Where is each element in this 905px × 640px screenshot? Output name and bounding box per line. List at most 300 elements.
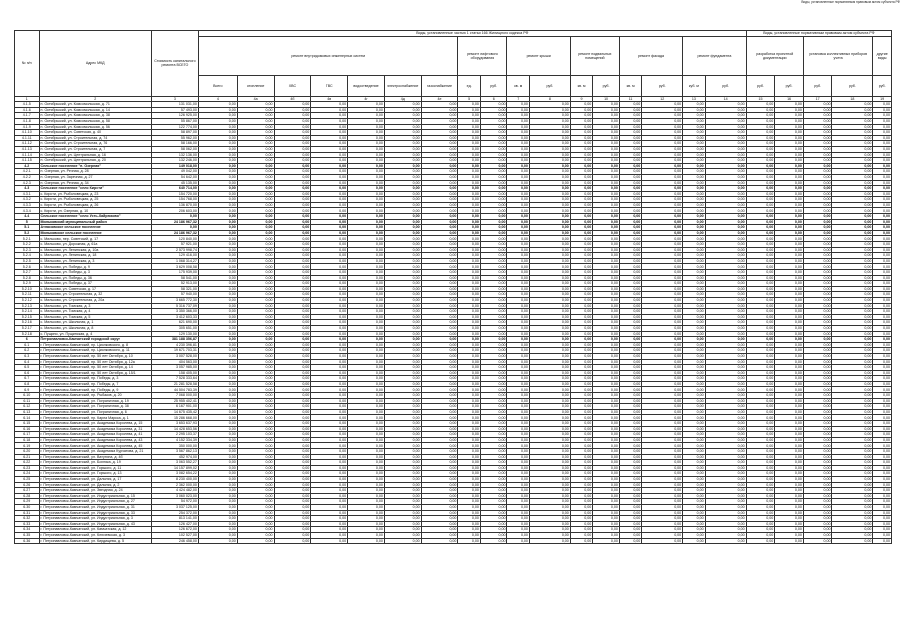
- row-value: 0,00: [683, 191, 705, 197]
- row-value: 0,00: [458, 152, 480, 158]
- row-value: 0,00: [507, 186, 529, 192]
- row-value: 0,00: [274, 258, 311, 264]
- row-value: 0,00: [873, 348, 892, 354]
- row-value: 0,00: [619, 449, 641, 455]
- row-value: 0,00: [237, 141, 274, 147]
- row-value: 0,00: [873, 281, 892, 287]
- row-value: 0,00: [705, 370, 746, 376]
- row-value: 0,00: [348, 432, 385, 438]
- row-value: 0,00: [507, 538, 529, 544]
- row-value: 0,00: [803, 236, 832, 242]
- row-value: 0,00: [593, 253, 620, 259]
- row-value: 0,00: [873, 230, 892, 236]
- row-value: 0,00: [619, 297, 641, 303]
- row-number: 6.11: [15, 398, 40, 404]
- row-value: 0,00: [507, 281, 529, 287]
- row-value: 0,00: [237, 381, 274, 387]
- row-value: 0,00: [458, 499, 480, 505]
- row-value: 0,00: [642, 186, 683, 192]
- row-value: 0,00: [775, 236, 804, 242]
- row-value: 0,00: [529, 398, 570, 404]
- row-value: 0,00: [384, 532, 421, 538]
- row-cost: 381 188 356,87: [151, 337, 198, 343]
- row-value: 0,00: [619, 303, 641, 309]
- row-value: 0,00: [593, 337, 620, 343]
- row-value: 0,00: [746, 236, 775, 242]
- row-value: 0,00: [775, 286, 804, 292]
- row-value: 0,00: [775, 359, 804, 365]
- row-value: 0,00: [832, 286, 873, 292]
- row-value: 0,00: [384, 141, 421, 147]
- row-value: 0,00: [705, 146, 746, 152]
- row-value: 0,00: [480, 404, 507, 410]
- row-value: 0,00: [529, 275, 570, 281]
- row-value: 0,00: [775, 146, 804, 152]
- row-value: 0,00: [311, 270, 348, 276]
- row-value: 0,00: [570, 342, 592, 348]
- row-value: 0,00: [421, 365, 458, 371]
- row-value: 0,00: [237, 124, 274, 130]
- row-value: 0,00: [198, 141, 237, 147]
- row-value: 0,00: [458, 102, 480, 108]
- row-value: 0,00: [529, 152, 570, 158]
- group-article-166: Виды, установленные частью 1 статьи 166 Жилищного кодекса РФ: [198, 31, 746, 37]
- row-value: 0,00: [480, 465, 507, 471]
- row-value: 0,00: [311, 454, 348, 460]
- row-value: 0,00: [593, 532, 620, 538]
- row-cost: 120 840,00: [151, 236, 198, 242]
- row-value: 0,00: [746, 476, 775, 482]
- row-number: 6.14: [15, 415, 40, 421]
- row-value: 0,00: [507, 471, 529, 477]
- row-value: 0,00: [832, 348, 873, 354]
- row-value: 0,00: [480, 471, 507, 477]
- row-value: 0,00: [746, 219, 775, 225]
- row-value: 0,00: [421, 264, 458, 270]
- row-value: 0,00: [311, 141, 348, 147]
- row-value: 0,00: [348, 146, 385, 152]
- row-value: 0,00: [642, 504, 683, 510]
- row-value: 0,00: [237, 404, 274, 410]
- row-cost: 254 372,00: [151, 510, 198, 516]
- row-number: 4.3.3: [15, 202, 40, 208]
- row-value: 0,00: [421, 191, 458, 197]
- row-value: 0,00: [421, 370, 458, 376]
- row-value: 0,00: [458, 292, 480, 298]
- row-value: 0,00: [529, 174, 570, 180]
- row-value: 0,00: [348, 253, 385, 259]
- row-value: 0,00: [746, 208, 775, 214]
- row-value: 0,00: [832, 370, 873, 376]
- row-value: 0,00: [873, 353, 892, 359]
- row-value: 0,00: [873, 163, 892, 169]
- row-value: 0,00: [746, 230, 775, 236]
- row-value: 0,00: [705, 393, 746, 399]
- row-cost: 3 060 023,00: [151, 493, 198, 499]
- row-value: 0,00: [198, 292, 237, 298]
- row-value: 0,00: [570, 437, 592, 443]
- row-value: 0,00: [803, 471, 832, 477]
- row-value: 0,00: [593, 130, 620, 136]
- row-value: 0,00: [237, 286, 274, 292]
- row-value: 0,00: [873, 242, 892, 248]
- row-value: 0,00: [746, 398, 775, 404]
- row-value: 0,00: [480, 426, 507, 432]
- row-value: 0,00: [775, 393, 804, 399]
- row-value: 0,00: [683, 359, 705, 365]
- row-value: 0,00: [237, 247, 274, 253]
- row-value: 0,00: [803, 421, 832, 427]
- row-value: 0,00: [507, 488, 529, 494]
- row-value: 0,00: [421, 320, 458, 326]
- row-value: 0,00: [593, 197, 620, 203]
- row-value: 0,00: [746, 426, 775, 432]
- row-value: 0,00: [384, 510, 421, 516]
- row-value: 0,00: [274, 124, 311, 130]
- row-value: 0,00: [384, 253, 421, 259]
- row-value: 0,00: [237, 264, 274, 270]
- row-value: 0,00: [274, 348, 311, 354]
- row-address: г. Петропавловск-Камчатский, ул. Пограничная, д. 19: [39, 398, 151, 404]
- row-value: 0,00: [507, 275, 529, 281]
- row-value: 0,00: [803, 158, 832, 164]
- row-value: 0,00: [237, 538, 274, 544]
- row-value: 0,00: [458, 286, 480, 292]
- row-value: 0,00: [529, 504, 570, 510]
- row-value: 0,00: [642, 493, 683, 499]
- row-value: 0,00: [570, 353, 592, 359]
- row-value: 0,00: [593, 286, 620, 292]
- row-value: 0,00: [237, 219, 274, 225]
- row-value: 0,00: [832, 532, 873, 538]
- row-value: 0,00: [683, 163, 705, 169]
- row-value: 0,00: [832, 281, 873, 287]
- row-value: 0,00: [529, 393, 570, 399]
- row-value: 0,00: [642, 376, 683, 382]
- row-value: 0,00: [529, 113, 570, 119]
- row-value: 0,00: [832, 527, 873, 533]
- row-value: 0,00: [705, 236, 746, 242]
- row-value: 0,00: [480, 124, 507, 130]
- row-value: 0,00: [458, 118, 480, 124]
- row-value: 0,00: [832, 197, 873, 203]
- row-value: 0,00: [832, 476, 873, 482]
- row-value: 0,00: [803, 443, 832, 449]
- unit-cell: руб.: [480, 75, 507, 96]
- row-value: 0,00: [311, 331, 348, 337]
- row-value: 0,00: [746, 454, 775, 460]
- row-value: 0,00: [873, 393, 892, 399]
- row-value: 0,00: [274, 381, 311, 387]
- row-value: 0,00: [570, 493, 592, 499]
- row-value: 0,00: [619, 113, 641, 119]
- row-value: 0,00: [421, 538, 458, 544]
- row-value: 0,00: [480, 202, 507, 208]
- row-value: 0,00: [348, 337, 385, 343]
- row-value: 0,00: [529, 359, 570, 365]
- row-value: 0,00: [311, 258, 348, 264]
- row-number: 4.1.8: [15, 118, 40, 124]
- row-value: 0,00: [593, 510, 620, 516]
- row-value: 0,00: [348, 342, 385, 348]
- row-value: 0,00: [683, 270, 705, 276]
- row-value: 0,00: [803, 113, 832, 119]
- row-value: 0,00: [274, 253, 311, 259]
- column-number: 9: [570, 96, 592, 102]
- row-value: 0,00: [873, 376, 892, 382]
- row-value: 0,00: [705, 381, 746, 387]
- row-value: 0,00: [683, 409, 705, 415]
- row-value: 0,00: [570, 135, 592, 141]
- row-cost: 15 286 668,00: [151, 415, 198, 421]
- row-value: 0,00: [642, 460, 683, 466]
- row-value: 0,00: [832, 163, 873, 169]
- row-value: 0,00: [746, 415, 775, 421]
- row-value: 0,00: [832, 460, 873, 466]
- row-value: 0,00: [683, 437, 705, 443]
- row-value: 0,00: [274, 242, 311, 248]
- row-value: 0,00: [683, 124, 705, 130]
- row-value: 0,00: [348, 214, 385, 220]
- row-value: 0,00: [507, 146, 529, 152]
- row-value: 0,00: [570, 426, 592, 432]
- row-value: 0,00: [803, 381, 832, 387]
- row-number: 6.33: [15, 521, 40, 527]
- row-value: 0,00: [348, 180, 385, 186]
- row-address: г. Петропавловск-Камчатский, пр. Победы, д. 7: [39, 381, 151, 387]
- row-value: 0,00: [746, 381, 775, 387]
- row-value: 0,00: [683, 499, 705, 505]
- row-value: 0,00: [507, 381, 529, 387]
- row-value: 0,00: [384, 230, 421, 236]
- row-value: 0,00: [480, 303, 507, 309]
- row-value: 0,00: [803, 488, 832, 494]
- row-value: 0,00: [237, 370, 274, 376]
- row-value: 0,00: [642, 225, 683, 231]
- row-value: 0,00: [642, 398, 683, 404]
- row-value: 0,00: [642, 309, 683, 315]
- row-value: 0,00: [642, 219, 683, 225]
- col-group-engineering: ремонт внутридомовых инженерных систем: [198, 36, 458, 75]
- row-value: 0,00: [746, 325, 775, 331]
- col-heat: отопление: [237, 75, 274, 96]
- row-value: 0,00: [746, 504, 775, 510]
- row-value: 0,00: [480, 297, 507, 303]
- row-value: 0,00: [311, 253, 348, 259]
- row-value: 0,00: [529, 404, 570, 410]
- row-value: 0,00: [311, 415, 348, 421]
- row-value: 0,00: [384, 320, 421, 326]
- row-value: 0,00: [775, 499, 804, 505]
- row-value: 0,00: [458, 180, 480, 186]
- row-cost: 3 567 862,13: [151, 449, 198, 455]
- row-value: 0,00: [832, 292, 873, 298]
- row-value: 0,00: [421, 146, 458, 152]
- row-value: 0,00: [570, 118, 592, 124]
- row-address: г. Петропавловск-Камчатский, ул. Камчатская, д. 12: [39, 527, 151, 533]
- row-value: 0,00: [311, 242, 348, 248]
- row-value: 0,00: [348, 532, 385, 538]
- row-value: 0,00: [775, 314, 804, 320]
- row-value: 0,00: [746, 247, 775, 253]
- row-value: 0,00: [873, 409, 892, 415]
- row-value: 0,00: [198, 225, 237, 231]
- row-value: 0,00: [642, 521, 683, 527]
- row-value: 0,00: [832, 421, 873, 427]
- row-value: 0,00: [274, 387, 311, 393]
- row-cost: 3 063 552,27: [151, 460, 198, 466]
- row-value: 0,00: [593, 493, 620, 499]
- row-value: 0,00: [480, 393, 507, 399]
- row-value: 0,00: [480, 107, 507, 113]
- row-value: 0,00: [642, 180, 683, 186]
- row-value: 0,00: [642, 118, 683, 124]
- row-value: 0,00: [873, 426, 892, 432]
- row-value: 0,00: [529, 365, 570, 371]
- row-value: 0,00: [274, 118, 311, 124]
- row-value: 0,00: [803, 197, 832, 203]
- row-value: 0,00: [593, 146, 620, 152]
- row-value: 0,00: [803, 124, 832, 130]
- row-value: 0,00: [421, 297, 458, 303]
- row-value: 0,00: [274, 415, 311, 421]
- row-value: 0,00: [458, 219, 480, 225]
- row-number: 6.23: [15, 465, 40, 471]
- row-value: 0,00: [384, 225, 421, 231]
- row-value: 0,00: [775, 124, 804, 130]
- row-value: 0,00: [832, 258, 873, 264]
- row-value: 0,00: [458, 510, 480, 516]
- row-value: 0,00: [421, 174, 458, 180]
- row-value: 0,00: [458, 460, 480, 466]
- row-value: 0,00: [746, 421, 775, 427]
- row-value: 0,00: [803, 437, 832, 443]
- row-value: 0,00: [705, 404, 746, 410]
- row-value: 0,00: [832, 118, 873, 124]
- row-value: 0,00: [619, 488, 641, 494]
- row-value: 0,00: [311, 443, 348, 449]
- row-value: 0,00: [384, 471, 421, 477]
- row-value: 0,00: [480, 504, 507, 510]
- row-value: 0,00: [683, 521, 705, 527]
- row-value: 0,00: [480, 387, 507, 393]
- row-number: 4.1.14: [15, 152, 40, 158]
- row-value: 0,00: [803, 342, 832, 348]
- row-number: 6.16: [15, 426, 40, 432]
- row-value: 0,00: [274, 174, 311, 180]
- row-value: 0,00: [458, 303, 480, 309]
- row-value: 0,00: [274, 499, 311, 505]
- row-cost: 52 913,00: [151, 281, 198, 287]
- row-value: 0,00: [873, 124, 892, 130]
- row-address: п. Октябрьский, ул. Центральная, д. 20: [39, 158, 151, 164]
- row-value: 0,00: [775, 415, 804, 421]
- row-value: 0,00: [529, 465, 570, 471]
- row-value: 0,00: [873, 359, 892, 365]
- row-cost: 3 057 985,00: [151, 365, 198, 371]
- row-value: 0,00: [803, 454, 832, 460]
- row-value: 0,00: [529, 270, 570, 276]
- row-value: 0,00: [642, 337, 683, 343]
- row-value: 0,00: [198, 214, 237, 220]
- row-value: 0,00: [775, 141, 804, 147]
- row-value: 0,00: [746, 270, 775, 276]
- row-value: 0,00: [507, 314, 529, 320]
- row-value: 0,00: [384, 381, 421, 387]
- row-value: 0,00: [480, 141, 507, 147]
- row-value: 0,00: [642, 409, 683, 415]
- row-value: 0,00: [507, 476, 529, 482]
- row-value: 0,00: [480, 197, 507, 203]
- row-cost: 55 867,00: [151, 118, 198, 124]
- row-value: 0,00: [458, 135, 480, 141]
- row-value: 0,00: [873, 214, 892, 220]
- row-address: с. Мильково, ул. Ленинская, д. 18: [39, 253, 151, 259]
- row-value: 0,00: [775, 387, 804, 393]
- row-value: 0,00: [642, 169, 683, 175]
- row-value: 0,00: [311, 297, 348, 303]
- row-value: 0,00: [421, 510, 458, 516]
- row-cost: 58 541,00: [151, 275, 198, 281]
- row-number: 4.1.11: [15, 135, 40, 141]
- row-address: г. Петропавловск-Камчатский, ул. Академика Королева, д. 41: [39, 432, 151, 438]
- row-value: 0,00: [746, 107, 775, 113]
- row-value: 0,00: [775, 538, 804, 544]
- row-value: 0,00: [237, 499, 274, 505]
- row-value: 0,00: [384, 118, 421, 124]
- row-value: 0,00: [746, 443, 775, 449]
- row-value: 0,00: [348, 471, 385, 477]
- row-value: 0,00: [803, 404, 832, 410]
- row-value: 0,00: [683, 426, 705, 432]
- row-value: 0,00: [570, 370, 592, 376]
- row-number: 6.6: [15, 370, 40, 376]
- row-value: 0,00: [529, 482, 570, 488]
- row-value: 0,00: [775, 404, 804, 410]
- row-value: 0,00: [683, 488, 705, 494]
- row-cost: 5 316 737,09: [151, 303, 198, 309]
- row-value: 0,00: [274, 337, 311, 343]
- row-value: 0,00: [198, 107, 237, 113]
- row-value: 0,00: [480, 118, 507, 124]
- row-value: 0,00: [832, 454, 873, 460]
- row-value: 0,00: [348, 516, 385, 522]
- row-value: 0,00: [832, 270, 873, 276]
- row-value: 0,00: [421, 454, 458, 460]
- row-value: 0,00: [832, 381, 873, 387]
- row-value: 0,00: [311, 236, 348, 242]
- row-address: Мильковское сельское поселение: [39, 230, 151, 236]
- row-value: 0,00: [593, 236, 620, 242]
- row-value: 0,00: [274, 325, 311, 331]
- row-value: 0,00: [642, 191, 683, 197]
- row-value: 0,00: [705, 264, 746, 270]
- row-value: 0,00: [619, 180, 641, 186]
- row-value: 0,00: [421, 476, 458, 482]
- row-value: 0,00: [746, 342, 775, 348]
- row-value: 0,00: [458, 353, 480, 359]
- row-value: 0,00: [705, 320, 746, 326]
- row-value: 0,00: [458, 146, 480, 152]
- row-value: 0,00: [507, 169, 529, 175]
- row-value: 0,00: [274, 370, 311, 376]
- row-value: 0,00: [832, 191, 873, 197]
- row-value: 0,00: [529, 191, 570, 197]
- row-value: 0,00: [480, 270, 507, 276]
- row-address: п. Октябрьский, ул. Строительная, д. 76: [39, 141, 151, 147]
- row-value: 0,00: [803, 504, 832, 510]
- row-value: 0,00: [529, 135, 570, 141]
